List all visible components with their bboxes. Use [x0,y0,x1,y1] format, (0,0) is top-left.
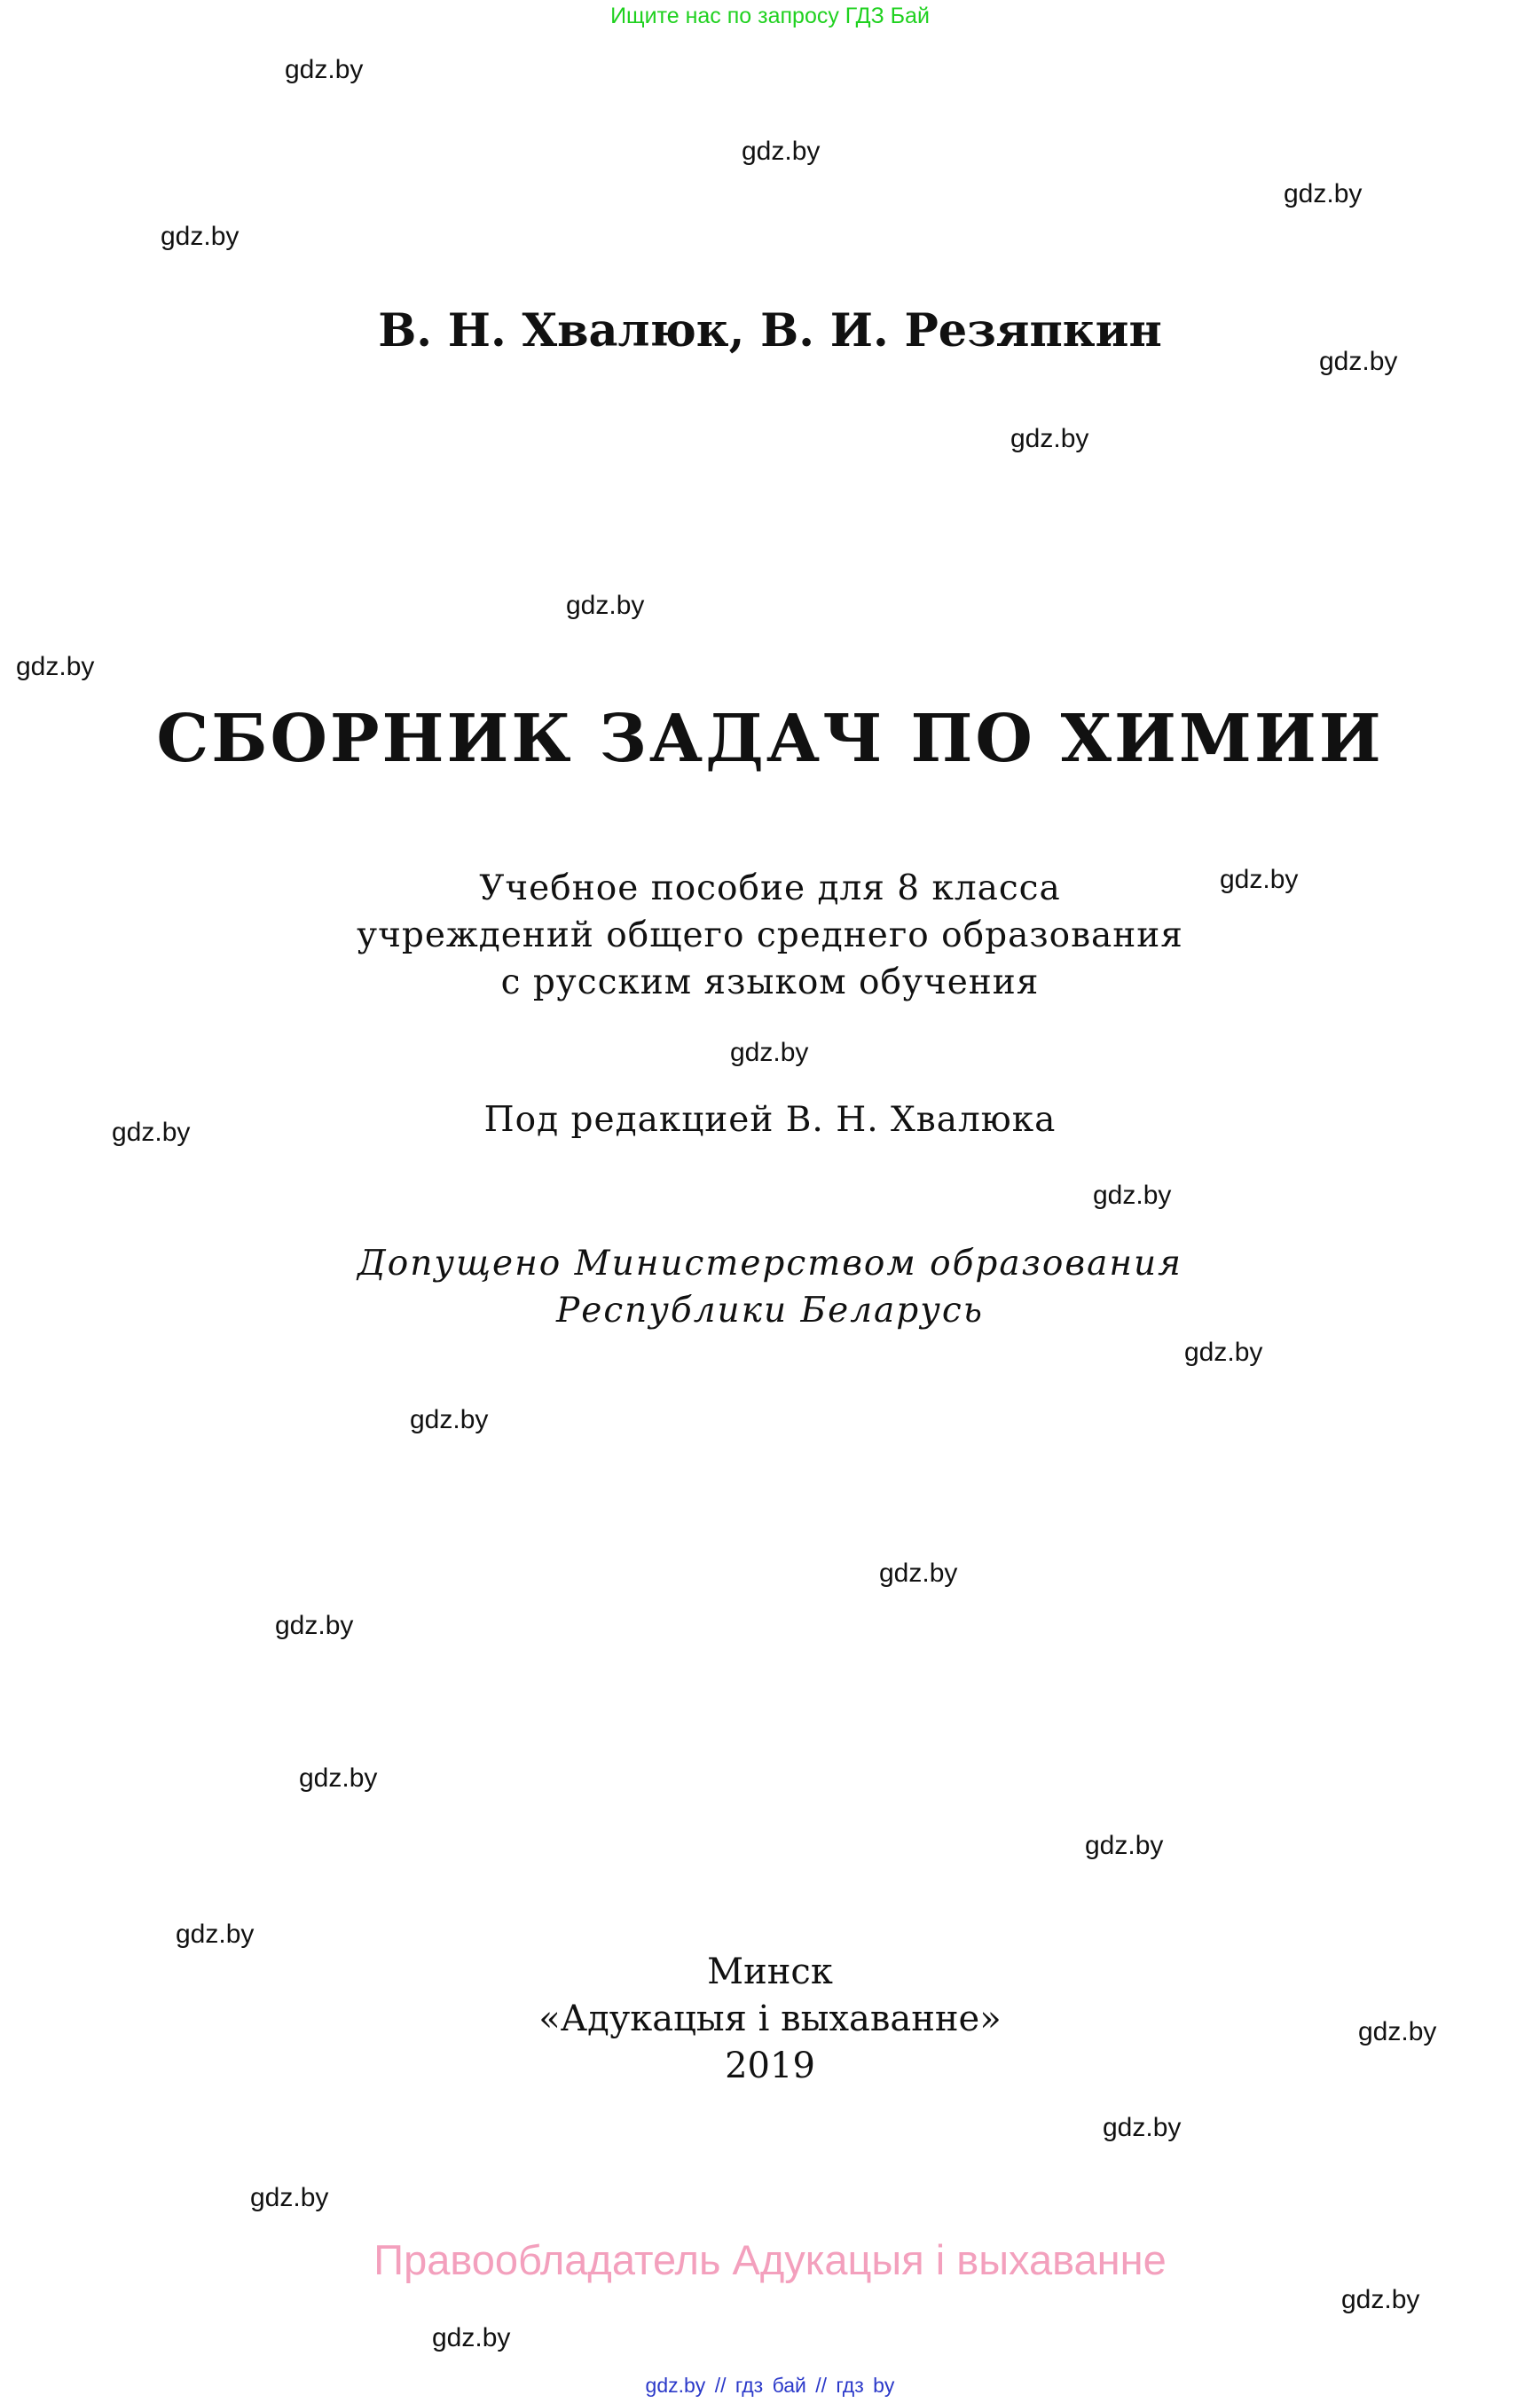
watermark: gdz.by [410,1405,489,1434]
watermark: gdz.by [566,591,645,620]
watermark: gdz.by [1010,424,1089,453]
watermark: gdz.by [730,1038,809,1067]
watermark: gdz.by [1085,1831,1164,1860]
watermark: gdz.by [1093,1181,1172,1210]
ministry-approval [0,1240,1540,1334]
watermark: gdz.by [742,137,821,166]
book-authors: В. Н. Хвалюк, В. И. Резяпкин [378,304,1162,357]
watermark: gdz.by [250,2183,329,2212]
publisher-city: Минск [707,1951,833,1992]
watermark: gdz.by [1358,2017,1437,2046]
watermark: gdz.by [1319,347,1398,376]
book-editor: Под редакцией В. Н. Хвалюка [483,1100,1057,1140]
publisher-info [0,1949,1540,2090]
watermark: gdz.by [285,55,364,84]
approval-line: Допущено Министерством образования [358,1244,1182,1284]
top-banner: Ищите нас по запросу ГДЗ Бай [610,4,930,28]
book-subtitle [0,865,1540,1006]
watermark: gdz.by [879,1559,958,1588]
watermark: gdz.by [1284,179,1363,208]
rights-holder-notice: Правообладатель Адукацыя і выхаванне [373,2236,1167,2283]
watermark: gdz.by [275,1611,354,1640]
watermark: gdz.by [1341,2285,1420,2314]
subtitle-line: Учебное пособие для 8 класса [479,868,1061,908]
watermark: gdz.by [16,652,95,681]
approval-line: Республики Беларусь [556,1291,984,1331]
watermark: gdz.by [1220,865,1299,894]
publisher-year: 2019 [725,2046,815,2086]
watermark: gdz.by [112,1118,191,1147]
publisher-name: «Адукацыя і выхаванне» [538,1999,1002,2039]
footer-links[interactable]: gdz.by // гдз бай // гдз by [645,2374,895,2397]
watermark: gdz.by [176,1920,255,1949]
book-title: СБОРНИК ЗАДАЧ ПО ХИМИИ [156,701,1384,777]
watermark: gdz.by [432,2323,511,2352]
subtitle-line: учреждений общего среднего образования [357,915,1183,955]
watermark: gdz.by [1184,1338,1263,1367]
watermark: gdz.by [161,222,240,251]
watermark: gdz.by [299,1763,378,1793]
subtitle-line: с русским языком обучения [500,962,1040,1002]
watermark: gdz.by [1103,2113,1182,2142]
